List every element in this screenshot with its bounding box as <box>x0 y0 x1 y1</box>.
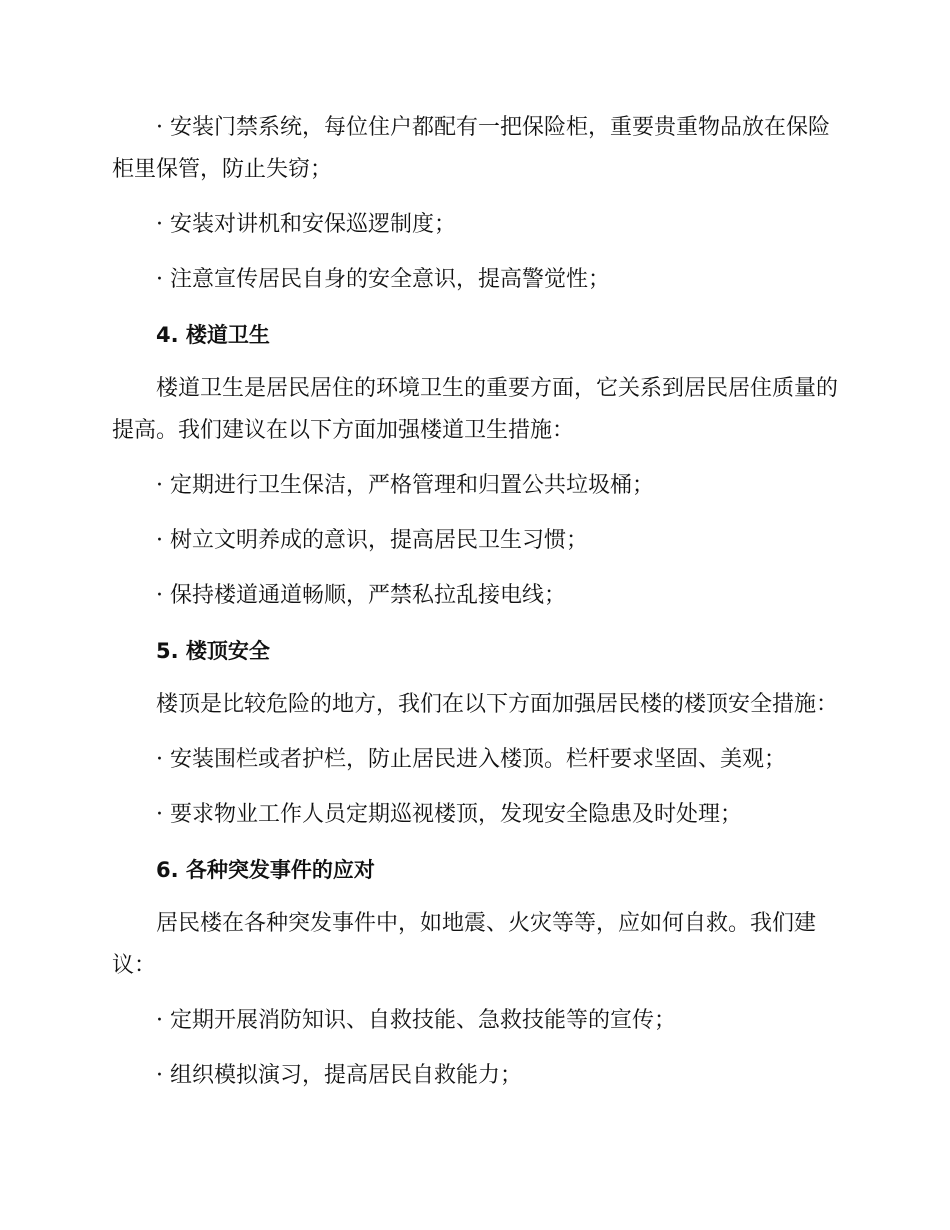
paragraph: 楼道卫生是居民居住的环境卫生的重要方面，它关系到居民居住质量的 <box>156 376 839 401</box>
section-heading: 4. 楼道卫生 <box>156 323 270 347</box>
bullet-item: · 组织模拟演习，提高居民自救能力； <box>156 1063 522 1088</box>
bullet-item: · 要求物业工作人员定期巡视楼顶，发现安全隐患及时处理； <box>156 802 742 827</box>
bullet-item: · 定期开展消防知识、自救技能、急救技能等的宣传； <box>156 1008 676 1033</box>
bullet-item: · 安装门禁系统，每位住户都配有一把保险柜，重要贵重物品放在保险 <box>156 115 830 140</box>
section-heading: 6. 各种突发事件的应对 <box>156 858 375 882</box>
bullet-item: · 安装围栏或者护栏，防止居民进入楼顶。栏杆要求坚固、美观； <box>156 747 786 772</box>
paragraph-continuation: 议： <box>112 953 157 978</box>
bullet-item: · 安装对讲机和安保巡逻制度； <box>156 212 456 237</box>
bullet-item: · 保持楼道通道畅顺，严禁私拉乱接电线； <box>156 583 566 608</box>
bullet-item-continuation: 柜里保管，防止失窃； <box>112 157 333 182</box>
paragraph: 居民楼在各种突发事件中，如地震、火灾等等，应如何自救。我们建 <box>156 911 817 936</box>
section-heading: 5. 楼顶安全 <box>156 639 270 663</box>
bullet-item: · 定期进行卫生保洁，严格管理和归置公共垃圾桶； <box>156 473 654 498</box>
bullet-item: · 注意宣传居民自身的安全意识，提高警觉性； <box>156 267 610 292</box>
paragraph-continuation: 提高。我们建议在以下方面加强楼道卫生措施： <box>112 418 575 443</box>
bullet-item: · 树立文明养成的意识，提高居民卫生习惯； <box>156 528 588 553</box>
paragraph: 楼顶是比较危险的地方，我们在以下方面加强居民楼的楼顶安全措施： <box>156 692 839 717</box>
